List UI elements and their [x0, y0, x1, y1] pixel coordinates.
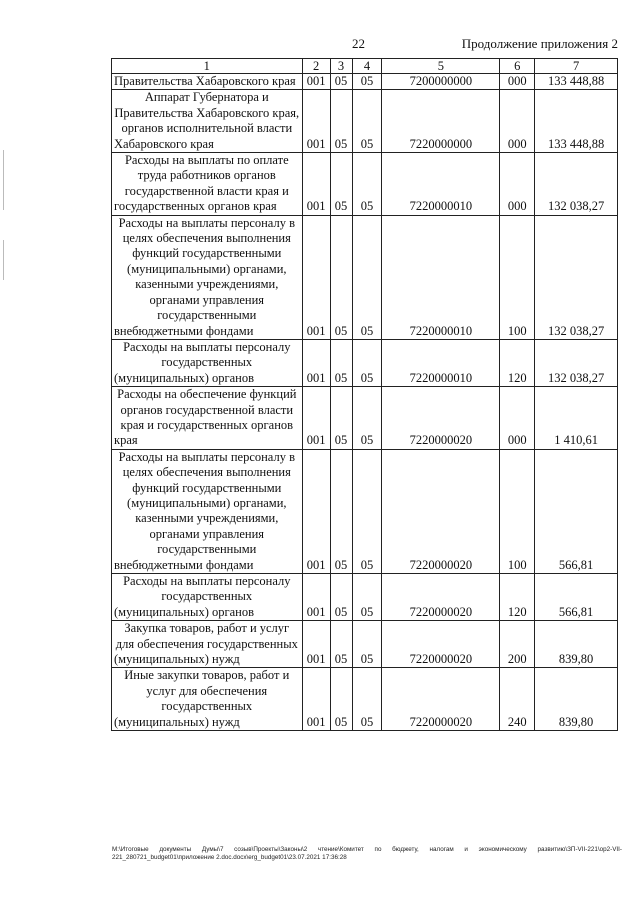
section-code: 05 — [330, 215, 352, 339]
column-header: 5 — [382, 59, 500, 74]
subsection-code: 05 — [352, 74, 382, 90]
amount: 839,80 — [535, 621, 618, 668]
ministry-code: 001 — [302, 449, 330, 573]
target-article-code: 7220000020 — [382, 621, 500, 668]
expense-name: Правительства Хабаровского края — [112, 74, 303, 90]
amount: 566,81 — [535, 449, 618, 573]
expense-name: Закупка товаров, работ и услуг для обеспечения государственных (муниципальных) нужд — [112, 621, 303, 668]
column-header: 7 — [535, 59, 618, 74]
amount: 132 038,27 — [535, 153, 618, 216]
expense-name: Расходы на выплаты персоналу в целях обеспечения выполнения функций государственными (муниципальными) органами, казенными учреждениями, органами управления государственными внебюджетными фондами — [112, 449, 303, 573]
section-code: 05 — [330, 449, 352, 573]
column-header: 3 — [330, 59, 352, 74]
target-article-code: 7220000020 — [382, 574, 500, 621]
target-article-code: 7220000010 — [382, 215, 500, 339]
table-row — [112, 90, 618, 153]
ministry-code: 001 — [302, 74, 330, 90]
ministry-code: 001 — [302, 153, 330, 216]
amount: 133 448,88 — [535, 74, 618, 90]
section-code: 05 — [330, 339, 352, 386]
expense-type-code: 000 — [500, 153, 535, 216]
amount: 566,81 — [535, 574, 618, 621]
amount: 132 038,27 — [535, 339, 618, 386]
page-number: 22 — [352, 36, 365, 51]
subsection-code: 05 — [352, 449, 382, 573]
expense-type-code: 000 — [500, 387, 535, 450]
subsection-code: 05 — [352, 339, 382, 386]
expense-name: Расходы на выплаты персоналу государственных (муниципальных) органов — [112, 574, 303, 621]
section-code: 05 — [330, 621, 352, 668]
table-header-row — [112, 59, 618, 74]
document-path-footer: M:\Итоговые документы Думы\7 созыв\Проекты\Законы\2 чтение\Комитет по бюджету, налогам и экономическому развитию\ЗП-VII-221\ор2-VII-221_280721_budget01\приложение 2.doc.docx\erg_budget01\23.07.2021 17:36:28 — [112, 846, 622, 861]
amount: 839,80 — [535, 668, 618, 731]
ministry-code: 001 — [302, 90, 330, 153]
table-row — [112, 387, 618, 450]
expense-name: Аппарат Губернатора и Правительства Хабаровского края, органов исполнительной власти Хабаровского края — [112, 90, 303, 153]
amount: 133 448,88 — [535, 90, 618, 153]
subsection-code: 05 — [352, 574, 382, 621]
section-code: 05 — [330, 387, 352, 450]
expense-type-code: 000 — [500, 74, 535, 90]
subsection-code: 05 — [352, 387, 382, 450]
expense-name: Расходы на выплаты по оплате труда работников органов государственной власти края и государственных органов края — [112, 153, 303, 216]
table-row — [112, 74, 618, 90]
target-article-code: 7220000020 — [382, 449, 500, 573]
target-article-code: 7200000000 — [382, 74, 500, 90]
expense-type-code: 240 — [500, 668, 535, 731]
ministry-code: 001 — [302, 574, 330, 621]
amount: 132 038,27 — [535, 215, 618, 339]
subsection-code: 05 — [352, 668, 382, 731]
table-row — [112, 574, 618, 621]
ministry-code: 001 — [302, 668, 330, 731]
table-row — [112, 215, 618, 339]
section-code: 05 — [330, 90, 352, 153]
expense-type-code: 000 — [500, 90, 535, 153]
expense-type-code: 200 — [500, 621, 535, 668]
expense-name: Расходы на выплаты персоналу в целях обеспечения выполнения функций государственными (муниципальными) органами, казенными учреждениями, органами управления государственными внебюджетными фондами — [112, 215, 303, 339]
target-article-code: 7220000010 — [382, 339, 500, 386]
ministry-code: 001 — [302, 215, 330, 339]
expense-name: Расходы на обеспечение функций органов государственной власти края и государственных органов края — [112, 387, 303, 450]
expense-type-code: 100 — [500, 215, 535, 339]
subsection-code: 05 — [352, 90, 382, 153]
margin-mark — [3, 240, 4, 280]
table-row — [112, 339, 618, 386]
expense-type-code: 120 — [500, 339, 535, 386]
section-code: 05 — [330, 668, 352, 731]
subsection-code: 05 — [352, 621, 382, 668]
column-header: 2 — [302, 59, 330, 74]
target-article-code: 7220000000 — [382, 90, 500, 153]
budget-table — [111, 58, 618, 731]
target-article-code: 7220000020 — [382, 668, 500, 731]
table-row — [112, 668, 618, 731]
expense-type-code: 120 — [500, 574, 535, 621]
column-header: 1 — [112, 59, 303, 74]
expense-name: Иные закупки товаров, работ и услуг для обеспечения государственных (муниципальных) нужд — [112, 668, 303, 731]
section-code: 05 — [330, 574, 352, 621]
section-code: 05 — [330, 153, 352, 216]
ministry-code: 001 — [302, 621, 330, 668]
expense-type-code: 100 — [500, 449, 535, 573]
column-header: 6 — [500, 59, 535, 74]
margin-mark — [3, 150, 4, 210]
ministry-code: 001 — [302, 387, 330, 450]
amount: 1 410,61 — [535, 387, 618, 450]
target-article-code: 7220000010 — [382, 153, 500, 216]
target-article-code: 7220000020 — [382, 387, 500, 450]
table-row — [112, 621, 618, 668]
table-row — [112, 153, 618, 216]
subsection-code: 05 — [352, 153, 382, 216]
expense-name: Расходы на выплаты персоналу государственных (муниципальных) органов — [112, 339, 303, 386]
column-header: 4 — [352, 59, 382, 74]
continuation-title: Продолжение приложения 2 — [461, 36, 618, 51]
subsection-code: 05 — [352, 215, 382, 339]
table-row — [112, 449, 618, 573]
ministry-code: 001 — [302, 339, 330, 386]
section-code: 05 — [330, 74, 352, 90]
